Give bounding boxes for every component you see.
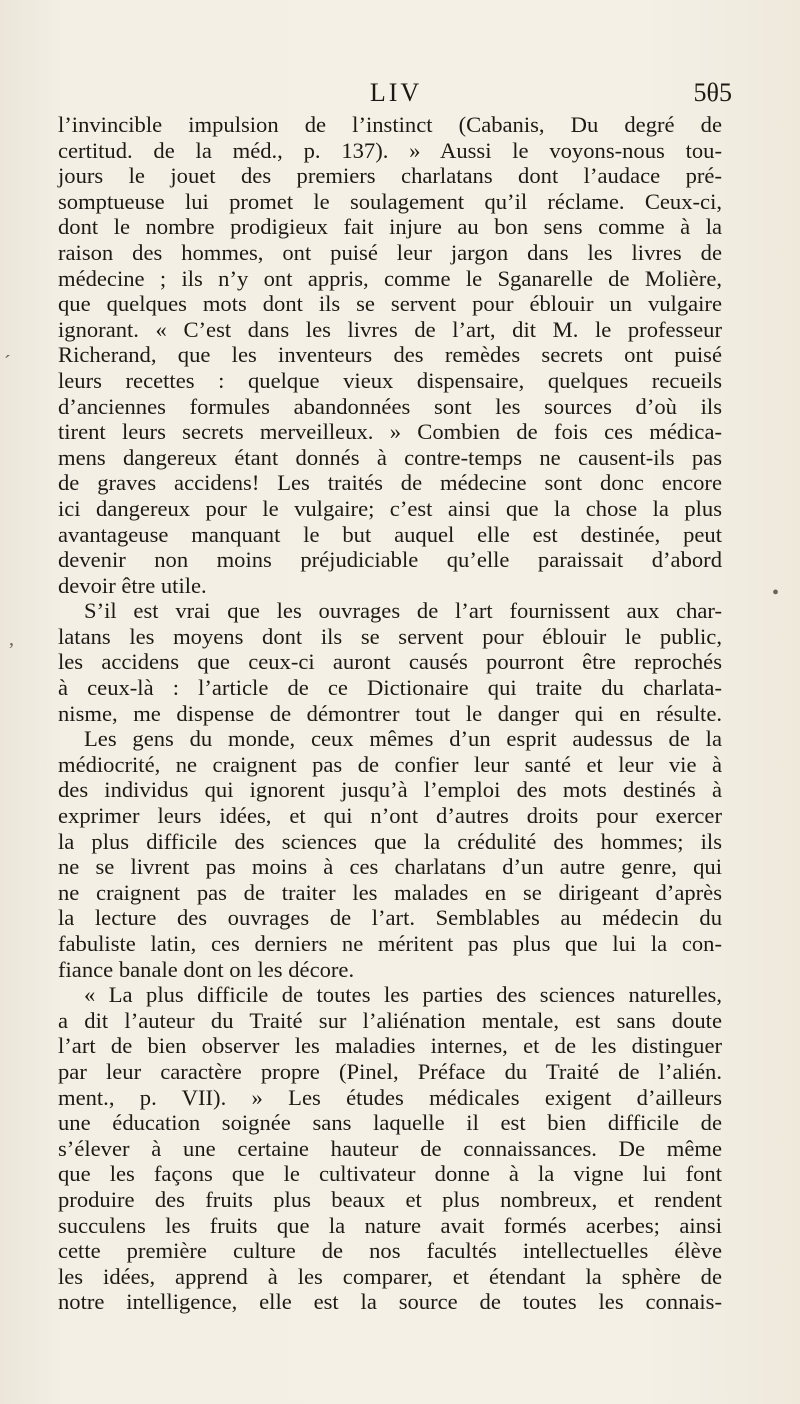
text-line: médecine ; ils n’y ont appris, comme le Sganarelle de Molière, xyxy=(58,265,722,291)
text-line: de graves accidens! Les traités de médecine sont donc encore xyxy=(58,470,722,496)
text-line: des individus qui ignorent jusqu’à l’emploi des mots destinés à xyxy=(58,777,722,803)
page-header xyxy=(60,78,732,112)
body-text xyxy=(58,112,722,1315)
text-line: par leur caractère propre (Pinel, Préface du Traité de l’alién. xyxy=(58,1058,722,1084)
text-line: exprimer leurs idées, et qui n’ont d’autres droits pour exercer xyxy=(58,803,722,829)
text-line: à ceux-là : l’article de ce Dictionaire qui traite du charlata- xyxy=(58,675,722,701)
text-line: médiocrité, ne craignent pas de confier leur santé et leur vie à xyxy=(58,751,722,777)
text-line: ignorant. « C’est dans les livres de l’art, dit M. le professeur xyxy=(58,316,722,342)
text-line: a dit l’auteur du Traité sur l’aliénation mentale, est sans doute xyxy=(58,1007,722,1033)
text-line: la lecture des ouvrages de l’art. Semblables au médecin du xyxy=(58,905,722,931)
text-line: une éducation soignée sans laquelle il est bien difficile de xyxy=(58,1110,722,1136)
text-line: s’élever à une certaine hauteur de connaissances. De même xyxy=(58,1135,722,1161)
text-line: que les façons que le cultivateur donne à la vigne lui font xyxy=(58,1161,722,1187)
text-line: l’art de bien observer les maladies internes, et de les distinguer xyxy=(58,1033,722,1059)
margin-tick-mark: ´ xyxy=(4,352,11,374)
text-line: devoir être utile. xyxy=(58,572,207,598)
text-line: nisme, me dispense de démontrer tout le danger qui en résulte. xyxy=(58,700,722,726)
running-head: LIV xyxy=(369,78,423,107)
text-line: ne se livrent pas moins à ces charlatans d’un autre genre, qui xyxy=(58,854,722,880)
text-line: somptueuse lui promet le soulagement qu’il réclame. Ceux-ci, xyxy=(58,188,722,214)
text-line: Les gens du monde, ceux mêmes d’un esprit audessus de la xyxy=(84,726,722,752)
text-line: les idées, apprend à les comparer, et étendant la sphère de xyxy=(58,1263,722,1289)
page-number: 5θ5 xyxy=(693,78,732,107)
text-line: S’il est vrai que les ouvrages de l’art fournissent aux char- xyxy=(84,598,722,624)
text-line: tirent leurs secrets merveilleux. » Combien de fois ces médica- xyxy=(58,419,722,445)
text-line: les accidens que ceux-ci auront causés pourront être reprochés xyxy=(58,649,722,675)
text-line: jours le jouet des premiers charlatans dont l’audace pré- xyxy=(58,163,722,189)
text-line: ici dangereux pour le vulgaire; c’est ainsi que la chose la plus xyxy=(58,495,722,521)
text-line: ne craignent pas de traiter les malades en se dirigeant d’après xyxy=(58,879,722,905)
text-line: leurs recettes : quelque vieux dispensaire, quelques recueils xyxy=(58,367,722,393)
text-line: cette première culture de nos facultés intellectuelles élève xyxy=(58,1238,722,1264)
text-line: fiance banale dont on les décore. xyxy=(58,956,355,982)
text-line: produire des fruits plus beaux et plus nombreux, et rendent xyxy=(58,1186,722,1212)
text-line: latans les moyens dont ils se servent pour éblouir le public, xyxy=(58,623,722,649)
text-line: avantageuse manquant le but auquel elle est destinée, peut xyxy=(58,521,722,547)
text-line: dont le nombre prodigieux fait injure au bon sens comme à la xyxy=(58,214,722,240)
text-line: certitud. de la méd., p. 137). » Aussi le voyons-nous tou- xyxy=(58,137,722,163)
margin-tick-mark: ‚ xyxy=(8,628,15,650)
text-line: d’anciennes formules abandonnées sont les sources d’où ils xyxy=(58,393,722,419)
text-line: « La plus difficile de toutes les parties des sciences naturelles, xyxy=(84,982,722,1008)
margin-ink-spot: • xyxy=(772,582,780,604)
text-line: succulens les fruits que la nature avait formés acerbes; ainsi xyxy=(58,1212,722,1238)
text-line: fabuliste latin, ces derniers ne méritent pas plus que lui la con- xyxy=(58,931,722,956)
text-line: notre intelligence, elle est la source de toutes les connais- xyxy=(58,1289,722,1315)
text-line: raison des hommes, ont puisé leur jargon dans les livres de xyxy=(58,239,722,265)
text-line: mens dangereux étant donnés à contre-temps ne causent-ils pas xyxy=(58,444,722,470)
text-line: Richerand, que les inventeurs des remèdes secrets ont puisé xyxy=(58,342,722,368)
text-line: devenir non moins préjudiciable qu’elle paraissait d’abord xyxy=(58,547,722,573)
text-line: la plus difficile des sciences que la crédulité des hommes; ils xyxy=(58,828,722,854)
text-line: que quelques mots dont ils se servent pour éblouir un vulgaire xyxy=(58,291,722,317)
text-line: ment., p. VII). » Les études médicales exigent d’ailleurs xyxy=(58,1084,722,1110)
text-line: l’invincible impulsion de l’instinct (Cabanis, Du degré de xyxy=(58,112,722,137)
